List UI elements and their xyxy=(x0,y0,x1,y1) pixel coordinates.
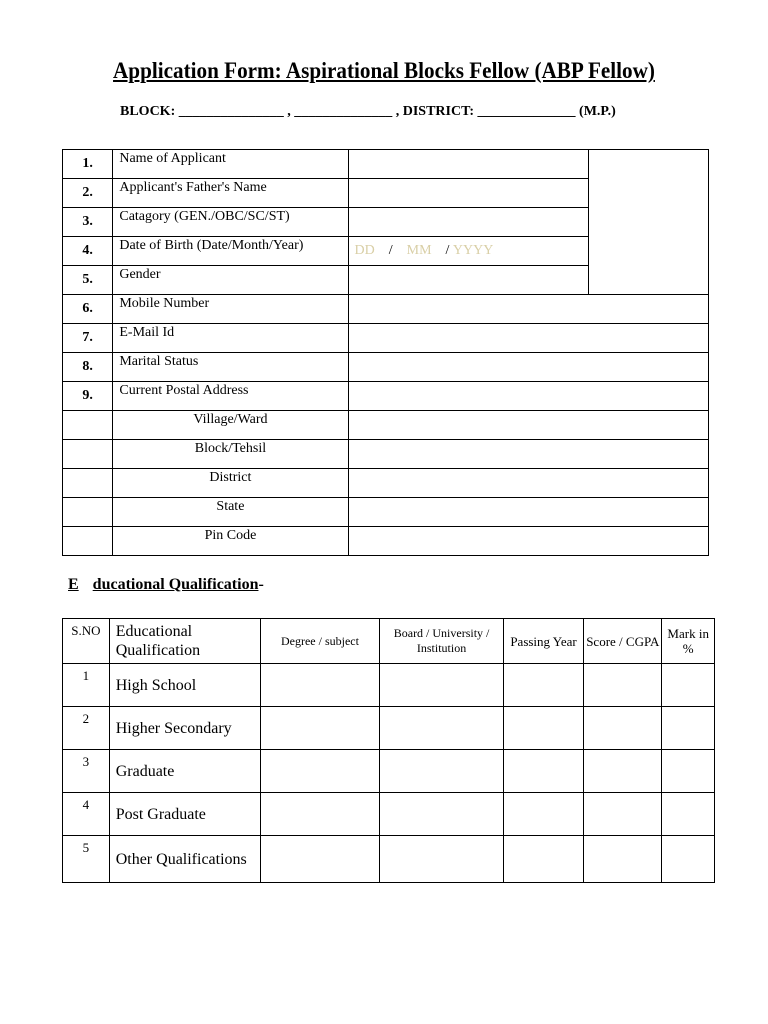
education-sno: 5 xyxy=(63,836,110,883)
education-cell-input[interactable] xyxy=(662,707,715,750)
education-row xyxy=(63,836,715,883)
education-cell-input[interactable] xyxy=(260,793,379,836)
row-number: 1. xyxy=(63,150,113,179)
personal-row xyxy=(63,324,709,353)
field-value-input[interactable] xyxy=(348,353,709,382)
education-cell-input[interactable] xyxy=(380,707,504,750)
education-header-row xyxy=(63,619,715,664)
education-cell-input[interactable] xyxy=(380,750,504,793)
field-label: Block/Tehsil xyxy=(113,440,348,469)
field-value-input[interactable] xyxy=(348,324,709,353)
education-cell-input[interactable] xyxy=(380,664,504,707)
education-table xyxy=(62,618,715,883)
block-district-line: BLOCK: _______________ , ______________ , DISTRICT: ______________ (M.P.) xyxy=(120,104,616,119)
row-number xyxy=(63,440,113,469)
field-label: Gender xyxy=(113,266,348,295)
field-value-input[interactable] xyxy=(348,266,588,295)
personal-row xyxy=(63,469,709,498)
field-value-input[interactable] xyxy=(348,208,588,237)
personal-row xyxy=(63,440,709,469)
field-label: Current Postal Address xyxy=(113,382,348,411)
education-qualification: Graduate xyxy=(109,750,260,793)
education-sno: 3 xyxy=(63,750,110,793)
field-value-input[interactable] xyxy=(348,411,709,440)
dob-placeholder[interactable] xyxy=(349,243,494,258)
personal-row xyxy=(63,382,709,411)
education-cell-input[interactable] xyxy=(662,750,715,793)
education-row xyxy=(63,750,715,793)
row-number xyxy=(63,498,113,527)
field-label: Name of Applicant xyxy=(113,150,348,179)
row-number: 6. xyxy=(63,295,113,324)
education-cell-input[interactable] xyxy=(380,836,504,883)
education-cell-input[interactable] xyxy=(584,793,662,836)
col-header-mark: Mark in % xyxy=(662,619,715,664)
row-number: 4. xyxy=(63,237,113,266)
field-value-input[interactable] xyxy=(348,150,588,179)
field-label: Date of Birth (Date/Month/Year) xyxy=(113,237,348,266)
col-header-passing-year: Passing Year xyxy=(503,619,583,664)
personal-row xyxy=(63,527,709,556)
education-heading-initial: E xyxy=(68,576,79,593)
education-sno: 4 xyxy=(63,793,110,836)
field-value-input[interactable] xyxy=(348,469,709,498)
education-cell-input[interactable] xyxy=(662,664,715,707)
dob-separator: / xyxy=(445,243,450,258)
field-label: Village/Ward xyxy=(113,411,348,440)
education-row xyxy=(63,707,715,750)
row-number: 3. xyxy=(63,208,113,237)
education-heading xyxy=(68,576,264,594)
field-value-input[interactable] xyxy=(348,237,588,266)
personal-row xyxy=(63,150,709,179)
personal-row xyxy=(63,295,709,324)
row-number xyxy=(63,527,113,556)
education-qualification: Post Graduate xyxy=(109,793,260,836)
row-number: 9. xyxy=(63,382,113,411)
education-cell-input[interactable] xyxy=(662,793,715,836)
personal-details-table xyxy=(62,149,709,556)
dob-year: YYYY xyxy=(452,243,494,258)
col-header-degree: Degree / subject xyxy=(260,619,379,664)
dob-day: DD xyxy=(354,243,375,258)
field-label: Pin Code xyxy=(113,527,348,556)
col-header-sno: S.NO xyxy=(63,619,110,664)
field-value-input[interactable] xyxy=(348,527,709,556)
education-row xyxy=(63,664,715,707)
row-number xyxy=(63,411,113,440)
field-label: State xyxy=(113,498,348,527)
col-header-qualification: Educational Qualification xyxy=(109,619,260,664)
education-row xyxy=(63,793,715,836)
field-value-input[interactable] xyxy=(348,498,709,527)
education-sno: 2 xyxy=(63,707,110,750)
dob-month: MM xyxy=(406,243,432,258)
education-sno: 1 xyxy=(63,664,110,707)
col-header-board: Board / University / Institution xyxy=(380,619,504,664)
row-number: 8. xyxy=(63,353,113,382)
form-title: Application Form: Aspirational Blocks Fellow (ABP Fellow) xyxy=(113,58,655,83)
field-value-input[interactable] xyxy=(348,179,588,208)
education-cell-input[interactable] xyxy=(584,836,662,883)
field-value-input[interactable] xyxy=(348,440,709,469)
education-cell-input[interactable] xyxy=(503,750,583,793)
row-number: 7. xyxy=(63,324,113,353)
education-qualification: High School xyxy=(109,664,260,707)
education-cell-input[interactable] xyxy=(584,664,662,707)
personal-row xyxy=(63,498,709,527)
field-label: Catagory (GEN./OBC/SC/ST) xyxy=(113,208,348,237)
field-value-input[interactable] xyxy=(348,295,709,324)
education-cell-input[interactable] xyxy=(662,836,715,883)
education-cell-input[interactable] xyxy=(584,750,662,793)
row-number: 2. xyxy=(63,179,113,208)
education-qualification: Other Qualifications xyxy=(109,836,260,883)
education-cell-input[interactable] xyxy=(584,707,662,750)
personal-row xyxy=(63,353,709,382)
education-cell-input[interactable] xyxy=(260,707,379,750)
field-value-input[interactable] xyxy=(348,382,709,411)
field-label: Mobile Number xyxy=(113,295,348,324)
education-cell-input[interactable] xyxy=(380,793,504,836)
education-cell-input[interactable] xyxy=(260,836,379,883)
education-cell-input[interactable] xyxy=(503,836,583,883)
education-cell-input[interactable] xyxy=(503,793,583,836)
field-label: Marital Status xyxy=(113,353,348,382)
education-heading-text: ducational Qualification xyxy=(92,576,259,593)
personal-row xyxy=(63,411,709,440)
education-qualification: Higher Secondary xyxy=(109,707,260,750)
col-header-score: Score / CGPA xyxy=(584,619,662,664)
row-number: 5. xyxy=(63,266,113,295)
education-cell-input[interactable] xyxy=(260,664,379,707)
education-heading-dash: - xyxy=(258,576,264,593)
education-cell-input[interactable] xyxy=(503,664,583,707)
education-cell-input[interactable] xyxy=(260,750,379,793)
photo-box xyxy=(588,150,708,295)
row-number xyxy=(63,469,113,498)
dob-separator: / xyxy=(388,243,393,258)
field-label: Applicant's Father's Name xyxy=(113,179,348,208)
field-label: District xyxy=(113,469,348,498)
field-label: E-Mail Id xyxy=(113,324,348,353)
education-cell-input[interactable] xyxy=(503,707,583,750)
